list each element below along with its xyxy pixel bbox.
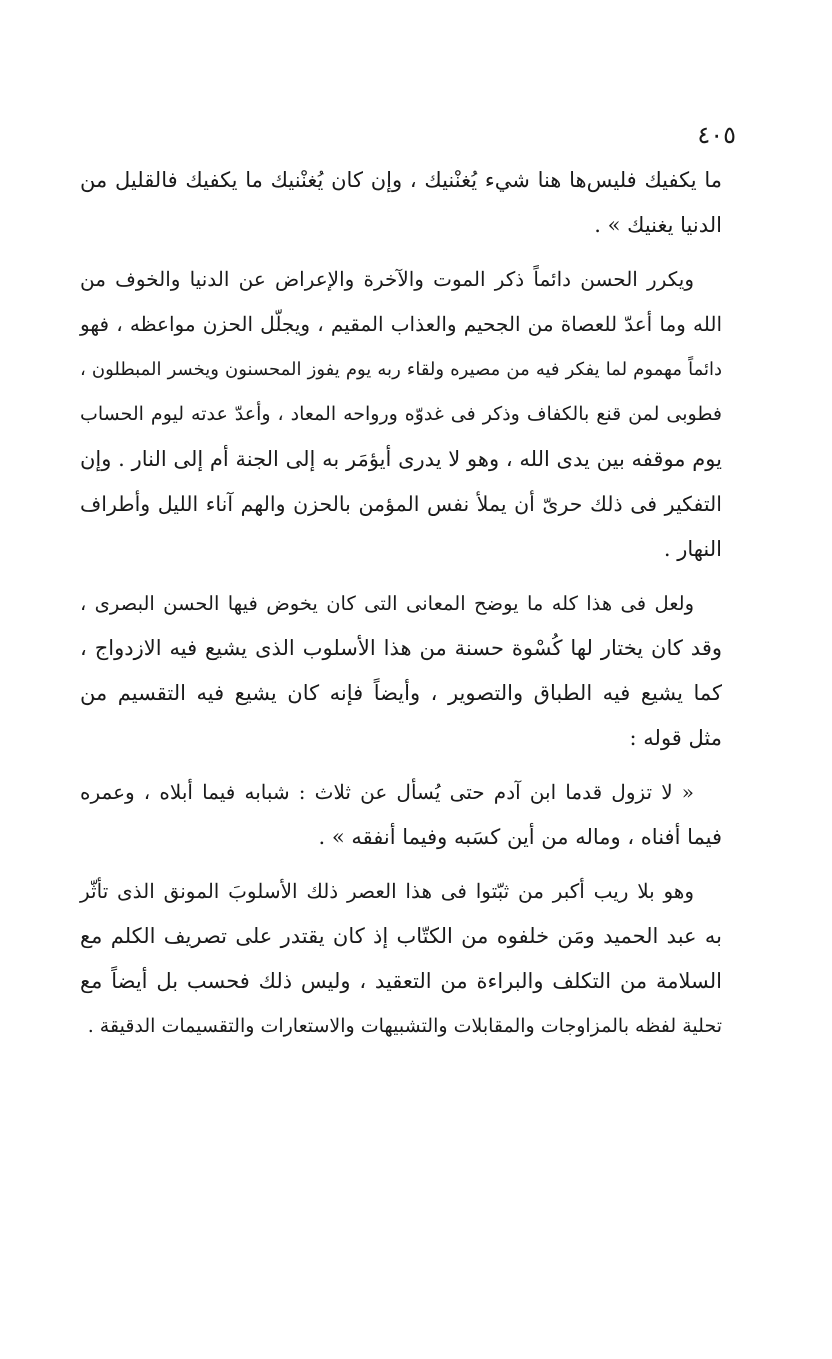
text-line: تحلية لفظه بالمزاوجات والمقابلات والتشبيهات والاستعارات والتقسيمات الدقيقة . (87, 1015, 722, 1037)
text-line: فطوبى لمن قنع بالكفاف وذكر فى غدوّه ورواحه المعاد ، وأعدّ عدته ليوم الحساب (80, 403, 722, 425)
text-line: التفكير فى ذلك حرىّ أن يملأ نفس المؤمن بالحزن والهم آناء الليل وأطراف (80, 492, 722, 516)
text-line: مثل قوله : (629, 726, 722, 750)
text-line: النهار . (663, 537, 722, 561)
text-line: يوم موقفه بين يدى الله ، وهو لا يدرى أيؤمَر به إلى الجنة أم إلى النار . وإن (80, 447, 722, 471)
text-line: دائماً مهموم لما يفكر فيه من مصيره ولقاء ربه يوم يفوز المحسنون ويخسر المبطلون ، (80, 359, 722, 380)
text-line: وقد كان يختار لها كُسْوة حسنة من هذا الأسلوب الذى يشيع فيه الازدواج ، (80, 636, 722, 660)
text-line: ولعل فى هذا كله ما يوضح المعانى التى كان يخوض فيها الحسن البصرى ، (80, 592, 694, 615)
text-line: ويكرر الحسن دائماً ذكر الموت والآخرة والإعراض عن الدنيا والخوف من (80, 267, 694, 291)
text-line: به عبد الحميد ومَن خلفوه من الكتّاب إذ كان يقتدر على تصريف الكلم مع (80, 924, 722, 948)
text-line: وهو بلا ريب أكبر من ثبّتوا فى هذا العصر ذلك الأسلوبَ المونق الذى تأثّر (80, 879, 694, 903)
paragraph (80, 158, 722, 248)
text-line: ما يكفيك فليس‌ها هنا شيء يُغنْنيك ، وإن كان يُغنْنيك ما يكفيك فالقليل من (80, 168, 722, 192)
paragraph (80, 581, 722, 761)
text-line: كما يشيع فيه الطباق والتصوير ، وأيضاً فإنه كان يشيع فيه التقسيم من (80, 681, 722, 705)
body-text (80, 158, 722, 1049)
page-number: ٤٠٥ (697, 121, 736, 149)
text-line: « لا تزول قدما ابن آدم حتى يُسأل عن ثلاث : شبابه فيما أبلاه ، وعمره (80, 780, 694, 804)
paragraph (80, 257, 722, 572)
text-line: الله وما أعدّ للعصاة من الجحيم والعذاب المقيم ، ويجلّل الحزن مواعظه ، فهو (80, 312, 722, 336)
paragraph (80, 869, 722, 1049)
text-line: فيما أفناه ، وماله من أين كسَبه وفيما أنفقه » . (318, 825, 722, 849)
text-line: السلامة من التكلف والبراءة من التعقيد ، وليس ذلك فحسب بل أيضاً مع (80, 969, 722, 993)
quote-paragraph (80, 770, 722, 860)
text-line: الدنيا يغنيك » . (594, 213, 722, 237)
